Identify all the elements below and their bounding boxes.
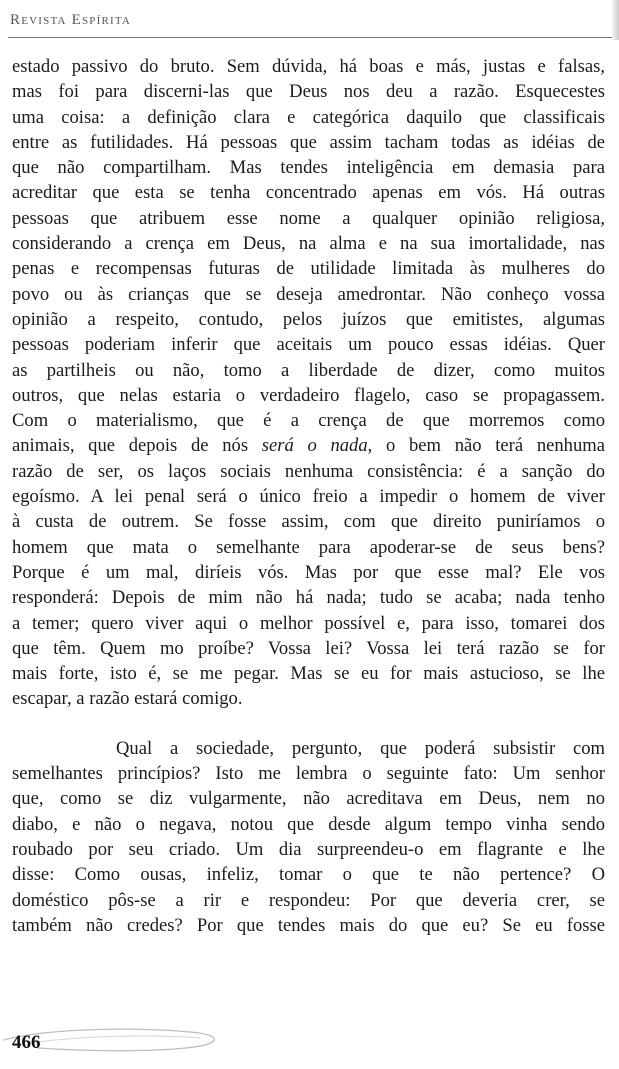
text-line: semelhantes princípios? Isto me lembra o seguinte fato: Um senhor — [12, 763, 605, 785]
text-line: também não credes? Por que tendes mais do que eu? Se eu fosse — [12, 914, 605, 936]
text-line: povo ou às crianças que se deseja amedrontar. Não conheço vossa — [12, 283, 605, 305]
text-line: Qual a sociedade, pergunto, que poderá subsistir com — [116, 737, 605, 759]
text-line: a temer; quero viver aqui o melhor possível e, para isso, tomarei dos — [12, 612, 605, 634]
text-line: penas e recompensas futuras de utilidade limitada às mulheres do — [12, 258, 605, 280]
text-line: mais forte, isto é, se me pegar. Mas se eu for mais astucioso, se lhe — [12, 663, 605, 685]
header-rule — [8, 37, 612, 38]
text-line: responderá: Depois de mim não há nada; tudo se acaba; nada tenho — [12, 587, 605, 609]
text-line: uma coisa: a definição clara e categórica daquilo que classificais — [12, 106, 605, 128]
text-line: roubado por seu criado. Um dia surpreendeu-o em flagrante e lhe — [12, 838, 605, 860]
text-line: pessoas poderiam inferir que aceitais um pouco essas idéias. Quer — [12, 334, 605, 356]
text-line: estado passivo do bruto. Sem dúvida, há boas e más, justas e falsas, — [12, 56, 605, 77]
text-line: que têm. Quem mo proíbe? Vossa lei? Vossa lei terá razão se for — [12, 637, 605, 659]
text-line: outros, que nelas estaria o verdadeiro flagelo, caso se propagassem. — [12, 384, 605, 406]
body-text — [12, 54, 605, 938]
text-line: à custa de outrem. Se fosse assim, com que direito puniríamos o — [12, 511, 605, 533]
text-segment: animais, que depois de nós — [12, 435, 262, 457]
page-number: 466 — [12, 1032, 41, 1053]
page-edge-shadow — [612, 0, 619, 40]
text-line-with-italic — [12, 433, 605, 458]
text-line: escapar, a razão estará comigo. — [12, 688, 243, 710]
text-line: Com o materialismo, que é a crença de que morremos como — [12, 410, 605, 432]
paragraph-gap — [12, 712, 605, 736]
text-line: que não compartilham. Mas tendes inteligência em demasia para — [12, 157, 605, 179]
paragraph-1 — [12, 54, 605, 712]
text-segment: , o bem não terá nenhuma — [367, 435, 605, 457]
text-line: que, como se diz vulgarmente, não acreditava em Deus, nem no — [12, 788, 605, 810]
text-line: homem que mata o semelhante para apoderar-se de seus bens? — [12, 536, 605, 558]
text-line: disse: Como ousas, infeliz, tomar o que te não pertence? O — [12, 864, 605, 886]
text-line: considerando a crença em Deus, na alma e na sua imortalidade, nas — [12, 233, 605, 255]
text-line: entre as futilidades. Há pessoas que assim tacham todas as idéias de — [12, 131, 605, 153]
text-line: as partilheis ou não, tomo a liberdade de dizer, como muitos — [12, 359, 605, 381]
text-line: doméstico pôs-se a rir e respondeu: Por que deveria crer, se — [12, 889, 605, 911]
running-header: Revista Espírita — [10, 12, 132, 28]
paragraph-2 — [12, 736, 605, 938]
italic-phrase: será o nada — [261, 435, 368, 457]
text-line: diabo, e não o negava, notou que desde algum tempo vinha sendo — [12, 813, 605, 835]
text-line: Porque é um mal, diríeis vós. Mas por que esse mal? Ele vos — [12, 561, 605, 583]
text-line: pessoas que atribuem esse nome a qualquer opinião religiosa, — [12, 207, 605, 229]
text-line: razão de ser, os laços sociais nenhuma consistência: é a sanção do — [12, 460, 605, 482]
text-line: mas foi para discerni-las que Deus nos deu a razão. Esquecestes — [12, 81, 605, 103]
text-line: acreditar que esta se tenha concentrado apenas em vós. Há outras — [12, 182, 605, 204]
text-line: egoísmo. A lei penal será o único freio a impedir o homem de viver — [12, 486, 605, 508]
text-line: opinião a respeito, contudo, pelos juízos que emitistes, algumas — [12, 308, 605, 330]
